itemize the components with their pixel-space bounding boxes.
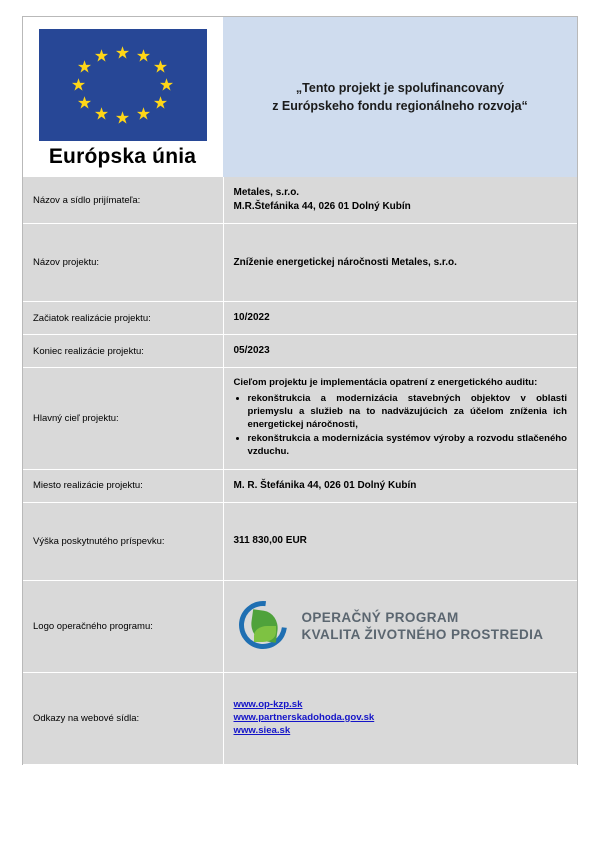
funding-quote-block bbox=[223, 17, 577, 177]
row-label-beneficiary: Názov a sídlo prijímateľa: bbox=[23, 177, 223, 224]
eu-label: Európska únia bbox=[48, 145, 197, 168]
row-label-project-name: Názov projektu: bbox=[23, 224, 223, 302]
op-logo-line-1: OPERAČNÝ PROGRAM bbox=[301, 609, 459, 625]
project-info-table bbox=[23, 177, 577, 765]
goal-intro: Cieľom projektu je implementácia opatrení z energetického auditu: bbox=[233, 377, 538, 388]
table-row bbox=[23, 368, 577, 470]
row-label-end: Koniec realizácie projektu: bbox=[23, 335, 223, 368]
link-op-kzp[interactable]: www.op-kzp.sk bbox=[233, 698, 303, 710]
row-value-contribution: 311 830,00 EUR bbox=[223, 502, 577, 580]
table-row bbox=[23, 502, 577, 580]
row-value-start: 10/2022 bbox=[223, 302, 577, 335]
link-partnerskadohoda[interactable]: www.partnerskadohoda.gov.sk bbox=[233, 711, 375, 723]
table-row bbox=[23, 469, 577, 502]
table-row bbox=[23, 335, 577, 368]
goal-list-item: • rekonštrukcia a modernizácia systémov výroby a rozvodu stlačeného vzduchu. bbox=[248, 433, 568, 459]
row-value-logo bbox=[223, 580, 577, 672]
eu-star-icon: ★ bbox=[93, 46, 110, 66]
eu-star-icon: ★ bbox=[152, 93, 169, 113]
table-row bbox=[23, 224, 577, 302]
row-label-contribution: Výška poskytnutého príspevku: bbox=[23, 502, 223, 580]
eu-star-icon: ★ bbox=[93, 104, 110, 124]
funding-quote-line-1: „Tento projekt je spolufinancovaný bbox=[295, 80, 505, 95]
op-logo bbox=[234, 594, 568, 658]
op-leaf-icon bbox=[238, 600, 290, 652]
eu-flag-icon bbox=[39, 29, 207, 141]
eu-star-icon: ★ bbox=[152, 57, 169, 77]
header-band bbox=[23, 17, 577, 177]
eu-star-icon: ★ bbox=[114, 108, 131, 128]
funding-quote bbox=[272, 79, 528, 115]
row-value-end: 05/2023 bbox=[223, 335, 577, 368]
row-value-goal bbox=[223, 368, 577, 470]
eu-star-icon: ★ bbox=[158, 75, 175, 95]
op-logo-text bbox=[302, 609, 544, 644]
beneficiary-name: Metales, s.r.o. bbox=[233, 187, 300, 198]
eu-star-icon: ★ bbox=[135, 46, 152, 66]
table-row bbox=[23, 672, 577, 764]
link-siea[interactable]: www.siea.sk bbox=[233, 724, 291, 736]
goal-list bbox=[234, 393, 568, 459]
row-value-place: M. R. Štefánika 44, 026 01 Dolný Kubín bbox=[223, 469, 577, 502]
eu-star-icon: ★ bbox=[76, 93, 93, 113]
row-label-links: Odkazy na webové sídla: bbox=[23, 672, 223, 764]
goal-list-item: • rekonštrukcia a modernizácia stavebných objektov v oblasti priemyslu a služieb na to nadväzujúcich za účelom zníženia ich energetickej náročnosti, bbox=[248, 393, 568, 432]
row-value-links bbox=[223, 672, 577, 764]
op-logo-line-2: KVALITA ŽIVOTNÉHO PROSTREDIA bbox=[301, 627, 544, 643]
funding-quote-line-2: z Európskeho fondu regionálneho rozvoja“ bbox=[272, 99, 528, 113]
eu-star-icon: ★ bbox=[135, 104, 152, 124]
row-label-start: Začiatok realizácie projektu: bbox=[23, 302, 223, 335]
row-label-goal: Hlavný cieľ projektu: bbox=[23, 368, 223, 470]
row-label-place: Miesto realizácie projektu: bbox=[23, 469, 223, 502]
row-value-project-name: Zníženie energetickej náročnosti Metales, s.r.o. bbox=[223, 224, 577, 302]
row-value-beneficiary bbox=[223, 177, 577, 224]
eu-emblem-block bbox=[23, 17, 223, 177]
table-row bbox=[23, 580, 577, 672]
project-info-sheet bbox=[22, 16, 578, 765]
row-label-logo: Logo operačného programu: bbox=[23, 580, 223, 672]
eu-star-icon: ★ bbox=[76, 57, 93, 77]
eu-star-icon: ★ bbox=[70, 75, 87, 95]
eu-star-icon: ★ bbox=[114, 43, 131, 63]
beneficiary-address: M.R.Štefánika 44, 026 01 Dolný Kubín bbox=[233, 201, 411, 212]
table-row bbox=[23, 302, 577, 335]
table-row bbox=[23, 177, 577, 224]
